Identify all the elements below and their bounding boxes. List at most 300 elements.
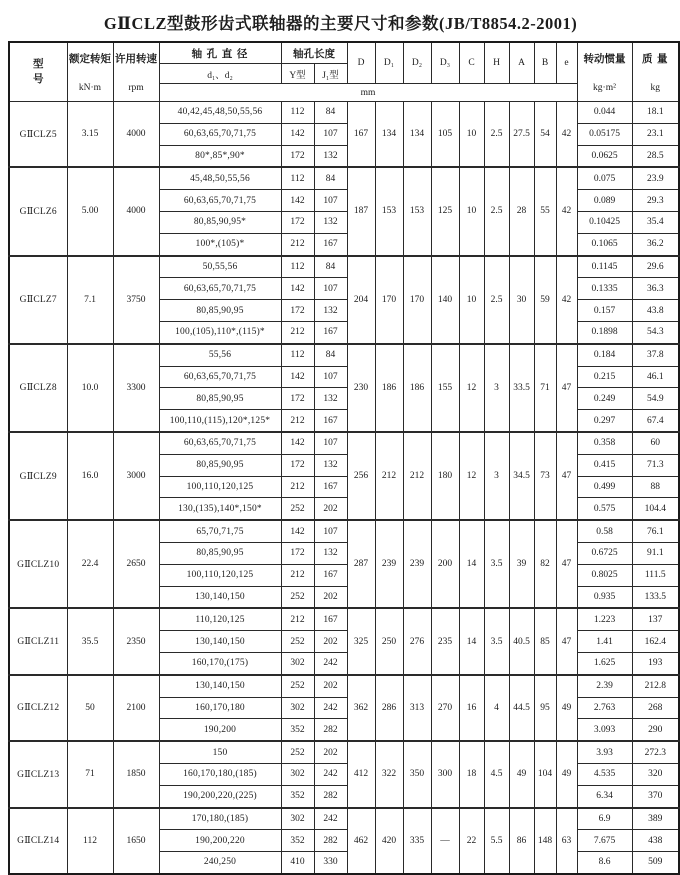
table-body (9, 102, 679, 874)
dim-e-cell: 47 (556, 520, 577, 608)
dim-A-cell: 39 (509, 520, 534, 608)
dim-B-cell: 59 (534, 256, 556, 344)
speed-cell: 2650 (113, 520, 159, 608)
dim-H-cell: 4 (484, 675, 509, 741)
header-inertia (577, 42, 632, 102)
mass-cell: 91.1 (632, 542, 679, 564)
dim-C-cell: 18 (459, 741, 484, 807)
bore-diameters-cell: 55,56 (159, 344, 281, 366)
table-header (9, 42, 679, 102)
dim-D1-cell: 322 (375, 741, 403, 807)
mass-cell: 320 (632, 763, 679, 785)
mass-cell: 212.8 (632, 675, 679, 697)
table-row (9, 432, 679, 454)
header-model-label: 型号 (33, 58, 44, 85)
mass-cell: 18.1 (632, 102, 679, 124)
dim-D3-cell: 125 (431, 167, 459, 255)
header-speed-unit: rpm (128, 82, 144, 93)
dim-D2-cell: 350 (403, 741, 431, 807)
bore-diameters-cell: 80,85,90,95 (159, 300, 281, 322)
bore-diameters-cell: 130,140,150 (159, 586, 281, 608)
dim-D-cell: 362 (347, 675, 375, 741)
mass-cell: 36.2 (632, 233, 679, 255)
dim-C-cell: 10 (459, 167, 484, 255)
mass-cell: 76.1 (632, 520, 679, 542)
dim-D-cell: 325 (347, 608, 375, 674)
dim-e-cell: 49 (556, 741, 577, 807)
header-row-1 (9, 42, 679, 64)
mass-cell: 290 (632, 719, 679, 741)
j1-length-cell: 282 (314, 830, 347, 852)
dim-B-cell: 95 (534, 675, 556, 741)
table-row (9, 741, 679, 763)
dim-H-cell: 3.5 (484, 608, 509, 674)
j1-length-cell: 167 (314, 321, 347, 343)
dim-D1-cell: 239 (375, 520, 403, 608)
inertia-cell: 1.625 (577, 652, 632, 674)
dim-H-cell: 5.5 (484, 808, 509, 874)
inertia-cell: 6.34 (577, 785, 632, 807)
dim-A-cell: 30 (509, 256, 534, 344)
dim-D2-cell: 134 (403, 102, 431, 168)
inertia-cell: 0.157 (577, 300, 632, 322)
mass-cell: 104.4 (632, 498, 679, 520)
mass-cell: 28.5 (632, 145, 679, 167)
bore-diameters-cell: 100,(105),110*,(115)* (159, 321, 281, 343)
dim-e-cell: 42 (556, 167, 577, 255)
model-cell: GⅡCLZ10 (9, 520, 67, 608)
j1-length-cell: 242 (314, 652, 347, 674)
mass-cell: 370 (632, 785, 679, 807)
j1-length-cell: 107 (314, 366, 347, 388)
torque-cell: 5.00 (67, 167, 113, 255)
bore-diameters-cell: 100,110,(115),120*,125* (159, 410, 281, 432)
dim-H-cell: 2.5 (484, 102, 509, 168)
dim-H-cell: 4.5 (484, 741, 509, 807)
model-cell: GⅡCLZ5 (9, 102, 67, 168)
y-length-cell: 112 (281, 256, 314, 278)
j1-length-cell: 167 (314, 476, 347, 498)
dim-D1-cell: 170 (375, 256, 403, 344)
j1-length-cell: 242 (314, 763, 347, 785)
bore-diameters-cell: 80,85,90,95 (159, 542, 281, 564)
model-cell: GⅡCLZ7 (9, 256, 67, 344)
y-length-cell: 252 (281, 741, 314, 763)
header-model (9, 42, 67, 102)
dim-H-cell: 2.5 (484, 167, 509, 255)
dim-H-cell: 3 (484, 432, 509, 520)
table-row (9, 675, 679, 697)
inertia-cell: 3.093 (577, 719, 632, 741)
y-length-cell: 142 (281, 366, 314, 388)
table-row (9, 808, 679, 830)
y-length-cell: 142 (281, 190, 314, 212)
torque-cell: 16.0 (67, 432, 113, 520)
y-length-cell: 112 (281, 167, 314, 189)
y-length-cell: 410 (281, 852, 314, 874)
inertia-cell: 0.044 (577, 102, 632, 124)
y-length-cell: 172 (281, 145, 314, 167)
model-cell: GⅡCLZ8 (9, 344, 67, 432)
bore-diameters-cell: 80,85,90,95 (159, 454, 281, 476)
inertia-cell: 2.763 (577, 697, 632, 719)
inertia-cell: 0.358 (577, 432, 632, 454)
j1-length-cell: 202 (314, 498, 347, 520)
inertia-cell: 0.1335 (577, 278, 632, 300)
mass-cell: 133.5 (632, 586, 679, 608)
inertia-cell: 0.075 (577, 167, 632, 189)
speed-cell: 3750 (113, 256, 159, 344)
mass-cell: 111.5 (632, 564, 679, 586)
mass-cell: 67.4 (632, 410, 679, 432)
header-dim-e: e (556, 42, 577, 84)
model-cell: GⅡCLZ9 (9, 432, 67, 520)
header-dim-D: D (347, 42, 375, 84)
y-length-cell: 212 (281, 410, 314, 432)
dim-D3-cell: 180 (431, 432, 459, 520)
page-title: GⅡCLZ型鼓形齿式联轴器的主要尺寸和参数(JB/T8854.2-2001) (103, 14, 578, 33)
y-length-cell: 172 (281, 300, 314, 322)
j1-length-cell: 282 (314, 785, 347, 807)
j1-length-cell: 167 (314, 564, 347, 586)
mass-cell: 272.3 (632, 741, 679, 763)
dim-D3-cell: 105 (431, 102, 459, 168)
y-length-cell: 252 (281, 498, 314, 520)
j1-length-cell: 242 (314, 808, 347, 830)
mass-cell: 29.3 (632, 190, 679, 212)
dim-C-cell: 12 (459, 432, 484, 520)
speed-cell: 2100 (113, 675, 159, 741)
inertia-cell: 0.089 (577, 190, 632, 212)
dim-C-cell: 16 (459, 675, 484, 741)
j1-length-cell: 167 (314, 410, 347, 432)
bore-diameters-cell: 100*,(105)* (159, 233, 281, 255)
torque-cell: 10.0 (67, 344, 113, 432)
dim-C-cell: 22 (459, 808, 484, 874)
dim-D3-cell: 140 (431, 256, 459, 344)
header-dim-H: H (484, 42, 509, 84)
y-length-cell: 352 (281, 719, 314, 741)
j1-length-cell: 132 (314, 454, 347, 476)
mass-cell: 438 (632, 830, 679, 852)
j1-length-cell: 84 (314, 167, 347, 189)
dim-e-cell: 63 (556, 808, 577, 874)
header-speed (113, 42, 159, 102)
inertia-cell: 0.05175 (577, 123, 632, 145)
dim-e-cell: 47 (556, 344, 577, 432)
mass-cell: 137 (632, 608, 679, 630)
j1-length-cell: 132 (314, 145, 347, 167)
dim-D2-cell: 170 (403, 256, 431, 344)
model-cell: GⅡCLZ13 (9, 741, 67, 807)
dim-D1-cell: 250 (375, 608, 403, 674)
torque-cell: 3.15 (67, 102, 113, 168)
y-length-cell: 112 (281, 344, 314, 366)
mass-cell: 23.1 (632, 123, 679, 145)
dim-e-cell: 49 (556, 675, 577, 741)
y-length-cell: 172 (281, 388, 314, 410)
dim-D-cell: 256 (347, 432, 375, 520)
header-dim-A: A (509, 42, 534, 84)
dim-D2-cell: 239 (403, 520, 431, 608)
inertia-cell: 2.39 (577, 675, 632, 697)
model-cell: GⅡCLZ6 (9, 167, 67, 255)
dim-C-cell: 14 (459, 520, 484, 608)
j1-length-cell: 202 (314, 586, 347, 608)
j1-length-cell: 202 (314, 741, 347, 763)
dim-B-cell: 54 (534, 102, 556, 168)
j1-length-cell: 107 (314, 278, 347, 300)
header-dim-D3: D₃ (431, 42, 459, 84)
y-length-cell: 142 (281, 432, 314, 454)
bore-diameters-cell: 130,140,150 (159, 675, 281, 697)
dim-D2-cell: 313 (403, 675, 431, 741)
model-cell: GⅡCLZ14 (9, 808, 67, 874)
y-length-cell: 302 (281, 652, 314, 674)
dim-B-cell: 104 (534, 741, 556, 807)
mass-cell: 60 (632, 432, 679, 454)
dim-e-cell: 47 (556, 432, 577, 520)
mass-cell: 23.9 (632, 167, 679, 189)
mass-cell: 36.3 (632, 278, 679, 300)
inertia-cell: 0.415 (577, 454, 632, 476)
y-length-cell: 212 (281, 476, 314, 498)
j1-length-cell: 202 (314, 631, 347, 653)
mass-cell: 162.4 (632, 631, 679, 653)
inertia-cell: 0.0625 (577, 145, 632, 167)
bore-diameters-cell: 60,63,65,70,71,75 (159, 366, 281, 388)
dim-D2-cell: 186 (403, 344, 431, 432)
inertia-cell: 0.935 (577, 586, 632, 608)
dim-C-cell: 10 (459, 102, 484, 168)
torque-cell: 35.5 (67, 608, 113, 674)
y-length-cell: 252 (281, 586, 314, 608)
dim-e-cell: 47 (556, 608, 577, 674)
j1-length-cell: 282 (314, 719, 347, 741)
mass-cell: 37.8 (632, 344, 679, 366)
header-dim-D2: D₂ (403, 42, 431, 84)
header-torque-label: 额定转矩 (69, 54, 111, 66)
mass-cell: 54.9 (632, 388, 679, 410)
dim-A-cell: 44.5 (509, 675, 534, 741)
bore-diameters-cell: 80,85,90,95 (159, 388, 281, 410)
j1-length-cell: 167 (314, 608, 347, 630)
dim-D-cell: 167 (347, 102, 375, 168)
coupling-spec-table (8, 41, 680, 875)
table-row (9, 344, 679, 366)
bore-diameters-cell: 190,200,220,(225) (159, 785, 281, 807)
bore-diameters-cell: 150 (159, 741, 281, 763)
y-length-cell: 252 (281, 631, 314, 653)
bore-diameters-cell: 240,250 (159, 852, 281, 874)
j1-length-cell: 107 (314, 190, 347, 212)
j1-length-cell: 202 (314, 675, 347, 697)
torque-cell: 22.4 (67, 520, 113, 608)
bore-diameters-cell: 130,140,150 (159, 631, 281, 653)
dim-D3-cell: — (431, 808, 459, 874)
speed-cell: 3300 (113, 344, 159, 432)
bore-diameters-cell: 40,42,45,48,50,55,56 (159, 102, 281, 124)
bore-diameters-cell: 100,110,120,125 (159, 476, 281, 498)
mass-cell: 54.3 (632, 321, 679, 343)
table-row (9, 102, 679, 124)
bore-diameters-cell: 190,200 (159, 719, 281, 741)
dim-B-cell: 82 (534, 520, 556, 608)
y-length-cell: 112 (281, 102, 314, 124)
speed-cell: 4000 (113, 102, 159, 168)
dim-B-cell: 71 (534, 344, 556, 432)
speed-cell: 4000 (113, 167, 159, 255)
bore-diameters-cell: 80*,85*,90* (159, 145, 281, 167)
mass-cell: 35.4 (632, 211, 679, 233)
dim-A-cell: 27.5 (509, 102, 534, 168)
dim-D1-cell: 420 (375, 808, 403, 874)
inertia-cell: 3.93 (577, 741, 632, 763)
dim-D1-cell: 153 (375, 167, 403, 255)
torque-cell: 50 (67, 675, 113, 741)
j1-length-cell: 84 (314, 344, 347, 366)
bore-diameters-cell: 60,63,65,70,71,75 (159, 432, 281, 454)
model-cell: GⅡCLZ11 (9, 608, 67, 674)
dim-A-cell: 33.5 (509, 344, 534, 432)
dim-e-cell: 42 (556, 102, 577, 168)
inertia-cell: 0.184 (577, 344, 632, 366)
inertia-cell: 1.41 (577, 631, 632, 653)
y-length-cell: 252 (281, 675, 314, 697)
bore-diameters-cell: 160,170,180 (159, 697, 281, 719)
inertia-cell: 0.1065 (577, 233, 632, 255)
header-mass-label: 质 量 (641, 54, 669, 66)
dim-e-cell: 42 (556, 256, 577, 344)
model-cell: GⅡCLZ12 (9, 675, 67, 741)
mass-cell: 509 (632, 852, 679, 874)
j1-length-cell: 167 (314, 233, 347, 255)
dim-A-cell: 40.5 (509, 608, 534, 674)
y-length-cell: 142 (281, 520, 314, 542)
torque-cell: 7.1 (67, 256, 113, 344)
bore-diameters-cell: 100,110,120,125 (159, 564, 281, 586)
torque-cell: 71 (67, 741, 113, 807)
bore-diameters-cell: 60,63,65,70,71,75 (159, 278, 281, 300)
dim-D2-cell: 276 (403, 608, 431, 674)
dim-D-cell: 287 (347, 520, 375, 608)
table-row (9, 608, 679, 630)
bore-diameters-cell: 60,63,65,70,71,75 (159, 190, 281, 212)
j1-length-cell: 132 (314, 211, 347, 233)
y-length-cell: 212 (281, 233, 314, 255)
header-bore-length: 轴孔长度 (281, 42, 347, 64)
header-dim-C: C (459, 42, 484, 84)
mass-cell: 46.1 (632, 366, 679, 388)
dim-D-cell: 187 (347, 167, 375, 255)
header-inertia-label: 转动惯量 (583, 54, 626, 66)
inertia-cell: 0.1145 (577, 256, 632, 278)
speed-cell: 3000 (113, 432, 159, 520)
mass-cell: 193 (632, 652, 679, 674)
dim-D1-cell: 186 (375, 344, 403, 432)
inertia-cell: 8.6 (577, 852, 632, 874)
dim-C-cell: 12 (459, 344, 484, 432)
dim-H-cell: 3.5 (484, 520, 509, 608)
mass-cell: 268 (632, 697, 679, 719)
bore-diameters-cell: 160,170,180,(185) (159, 763, 281, 785)
dim-A-cell: 28 (509, 167, 534, 255)
dim-D-cell: 462 (347, 808, 375, 874)
header-torque-unit: kN·m (78, 82, 102, 93)
dim-D3-cell: 155 (431, 344, 459, 432)
dim-D-cell: 204 (347, 256, 375, 344)
dim-D2-cell: 153 (403, 167, 431, 255)
bore-diameters-cell: 45,48,50,55,56 (159, 167, 281, 189)
header-d1-d2: d₁、d₂ (159, 64, 281, 84)
y-length-cell: 302 (281, 808, 314, 830)
y-length-cell: 172 (281, 542, 314, 564)
mass-cell: 71.3 (632, 454, 679, 476)
j1-length-cell: 330 (314, 852, 347, 874)
inertia-cell: 0.575 (577, 498, 632, 520)
dim-C-cell: 10 (459, 256, 484, 344)
dim-B-cell: 148 (534, 808, 556, 874)
inertia-cell: 1.223 (577, 608, 632, 630)
y-length-cell: 212 (281, 321, 314, 343)
j1-length-cell: 107 (314, 432, 347, 454)
table-row (9, 167, 679, 189)
header-speed-label: 许用转速 (115, 54, 157, 66)
header-mm-unit: mm (159, 84, 577, 102)
speed-cell: 1850 (113, 741, 159, 807)
mass-cell: 43.8 (632, 300, 679, 322)
inertia-cell: 0.8025 (577, 564, 632, 586)
inertia-cell: 0.499 (577, 476, 632, 498)
dim-D1-cell: 134 (375, 102, 403, 168)
inertia-cell: 0.249 (577, 388, 632, 410)
dim-D2-cell: 212 (403, 432, 431, 520)
dim-D3-cell: 200 (431, 520, 459, 608)
dim-D-cell: 230 (347, 344, 375, 432)
bore-diameters-cell: 65,70,71,75 (159, 520, 281, 542)
inertia-cell: 0.297 (577, 410, 632, 432)
dim-D1-cell: 286 (375, 675, 403, 741)
y-length-cell: 172 (281, 454, 314, 476)
j1-length-cell: 84 (314, 102, 347, 124)
bore-diameters-cell: 60,63,65,70,71,75 (159, 123, 281, 145)
y-length-cell: 142 (281, 123, 314, 145)
j1-length-cell: 84 (314, 256, 347, 278)
dim-B-cell: 85 (534, 608, 556, 674)
dim-C-cell: 14 (459, 608, 484, 674)
header-bore-diameter: 轴 孔 直 径 (159, 42, 281, 64)
dim-D3-cell: 300 (431, 741, 459, 807)
dim-B-cell: 73 (534, 432, 556, 520)
inertia-cell: 0.10425 (577, 211, 632, 233)
dim-B-cell: 55 (534, 167, 556, 255)
header-j1-type: J₁型 (314, 64, 347, 84)
header-mass-unit: kg (650, 82, 660, 93)
header-dim-D1: D₁ (375, 42, 403, 84)
j1-length-cell: 107 (314, 123, 347, 145)
y-length-cell: 172 (281, 211, 314, 233)
inertia-cell: 0.215 (577, 366, 632, 388)
inertia-cell: 6.9 (577, 808, 632, 830)
header-inertia-unit: kg·m² (593, 82, 616, 93)
header-mass (632, 42, 679, 102)
y-length-cell: 352 (281, 785, 314, 807)
y-length-cell: 302 (281, 763, 314, 785)
y-length-cell: 212 (281, 608, 314, 630)
y-length-cell: 212 (281, 564, 314, 586)
dim-A-cell: 49 (509, 741, 534, 807)
speed-cell: 1650 (113, 808, 159, 874)
